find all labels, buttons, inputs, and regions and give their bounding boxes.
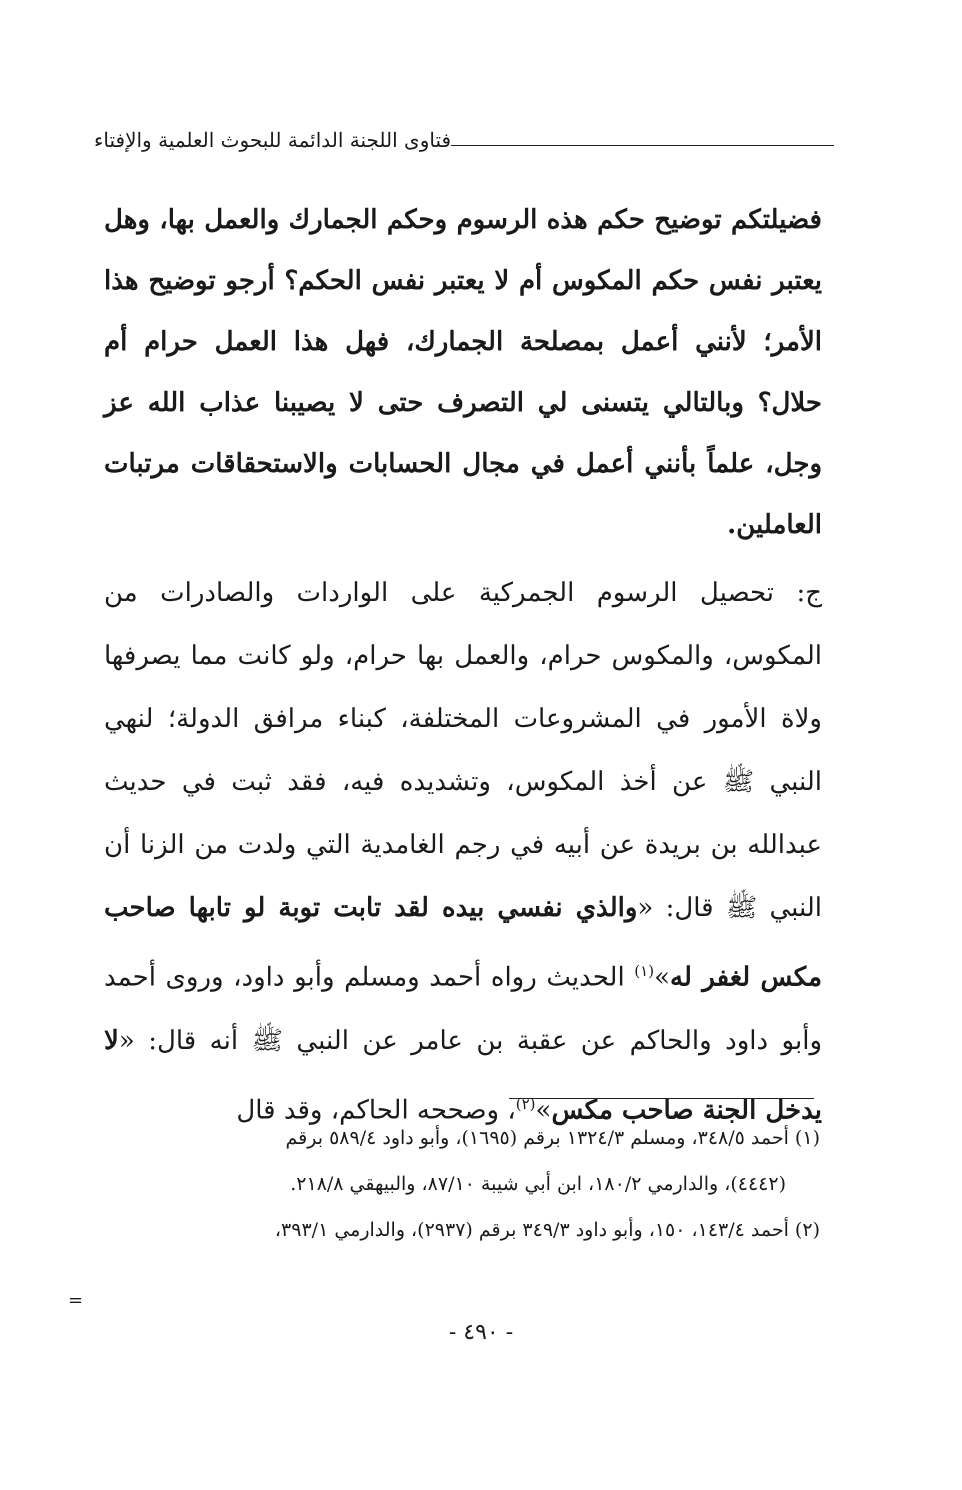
footnote-2-line-1: (٢) أحمد ١٤٣/٤، ١٥٠، وأبو داود ٣٤٩/٣ برقم (٢٩٣٧)، والدارمي ٣٩٣/١، xyxy=(274,1219,820,1241)
answer-part-4: » xyxy=(535,1095,552,1126)
answer-part-2: » xyxy=(654,962,670,993)
page-number: - ٤٩٠ - xyxy=(448,1320,514,1345)
hadith-quote-1: والذي نفسي بيده لقد تابت توبة لو تابها صاحب مكس لغفر له xyxy=(104,893,822,993)
main-text xyxy=(104,190,822,1142)
answer-text xyxy=(104,562,822,1142)
continuation-mark: = xyxy=(68,1290,84,1311)
footnote-1-line-1: (١) أحمد ٣٤٨/٥، ومسلم ١٣٢٤/٣ برقم (١٦٩٥)، وأبو داود ٥٨٩/٤ برقم xyxy=(285,1127,820,1149)
answer-part-5: ، وصححه الحاكم، وقد قال xyxy=(236,1095,516,1126)
header-title: فتاوى اللجنة الدائمة للبحوث العلمية والإفتاء xyxy=(94,128,452,152)
footnotes xyxy=(105,1115,820,1253)
footnote-ref-1: (١) xyxy=(634,962,655,980)
footnote-separator xyxy=(509,1098,814,1099)
running-header xyxy=(84,128,834,152)
header-rule xyxy=(451,145,834,146)
answer-part-1: ج: تحصيل الرسوم الجمركية على الواردات والصادرات من المكوس، والمكوس حرام، والعمل بها حرام، ولو كانت مما يصرفها ولاة الأمور في المشروعات المختلفة، كبناء مرافق الدولة؛ لنهي النبي ﷺ عن أخذ المكوس، وتشديده فيه، فقد ثبت في حديث عبدالله بن بريدة عن أبيه في رجم الغامدية التي ولدت من الزنا أن النبي ﷺ قال: « xyxy=(104,578,822,923)
footnote-ref-2: (٢) xyxy=(515,1094,536,1113)
answer-part-3: الحديث رواه أحمد ومسلم وأبو داود، وروى أحمد وأبو داود والحاكم عن عقبة بن عامر عن النبي ﷺ أنه قال: « xyxy=(104,962,822,1056)
footnote-1-line-2: (٤٤٤٢)، والدارمي ١٨٠/٢، ابن أبي شيبة ٨٧/١٠، والبيهقي ٢١٨/٨. xyxy=(290,1173,786,1195)
hadith-quote-2: لا يدخل الجنة صاحب مكس xyxy=(104,1025,822,1126)
question-text: فضيلتكم توضيح حكم هذه الرسوم وحكم الجمارك والعمل بها، وهل يعتبر نفس حكم المكوس أم لا يعتبر نفس الحكم؟ أرجو توضيح هذا الأمر؛ لأنني أعمل بمصلحة الجمارك، فهل هذا العمل حرام أم حلال؟ وبالتالي يتسنى لي التصرف حتى لا يصيبنا عذاب الله عز وجل، علماً بأنني أعمل في مجال الحسابات والاستحقاقات مرتبات العاملين. xyxy=(104,205,822,540)
